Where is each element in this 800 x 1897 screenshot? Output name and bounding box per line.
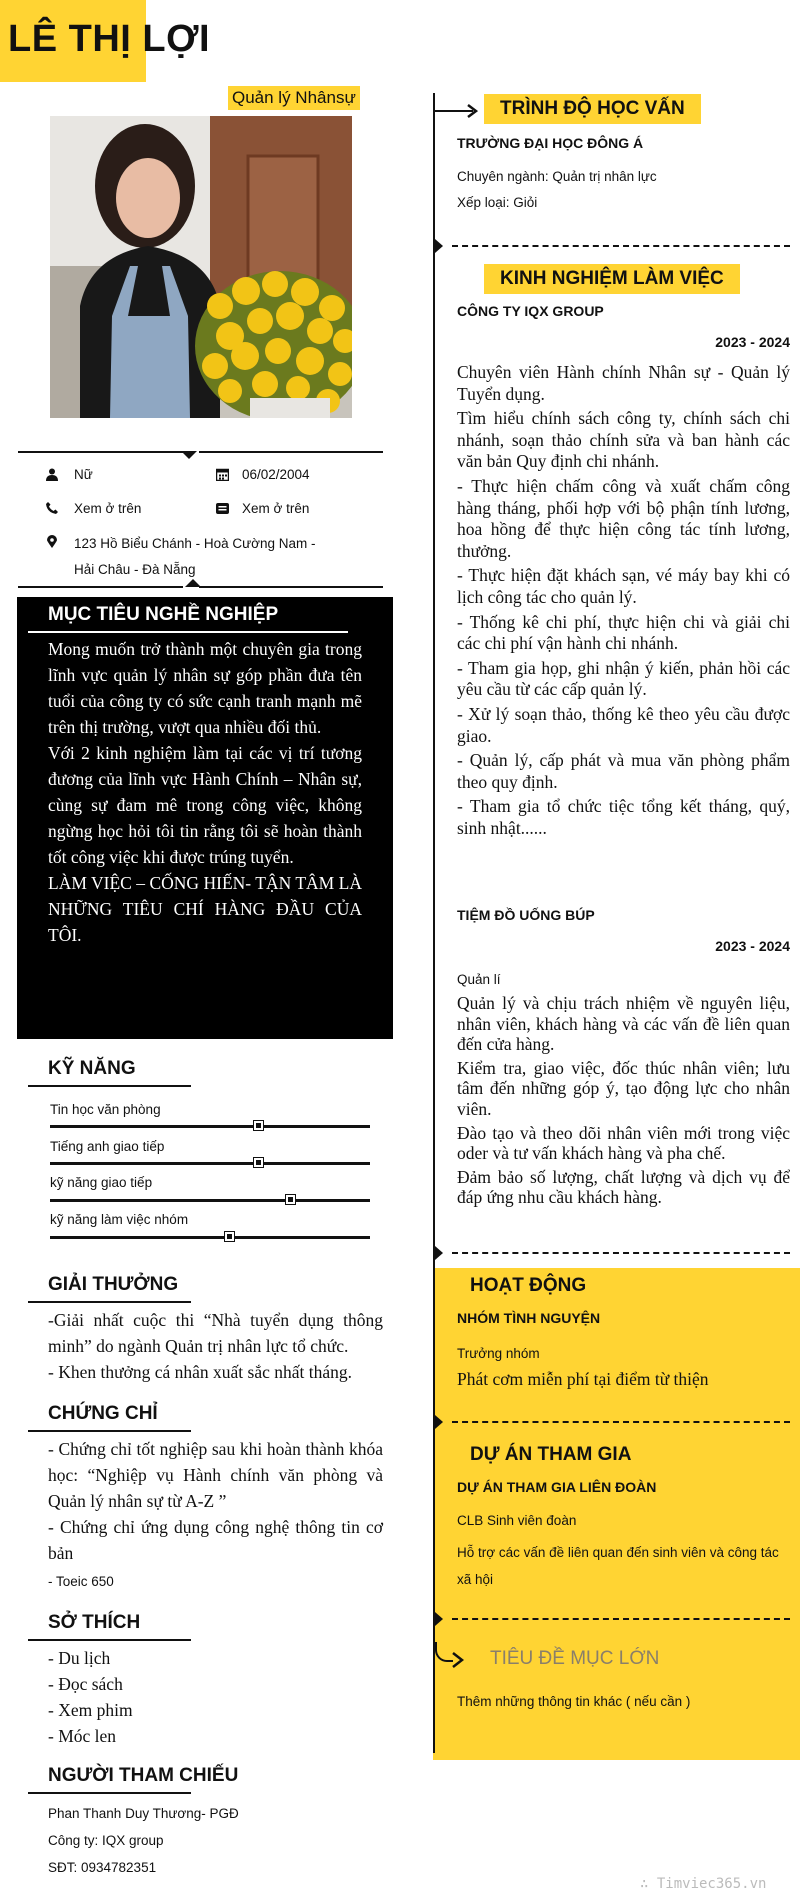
watermark-icon: ∴	[640, 1876, 657, 1892]
objective-underline	[28, 631, 348, 633]
arrow-right-icon	[451, 1652, 464, 1673]
project-desc: Hỗ trợ các vấn đề liên quan đến sinh viên và công tác xã hội	[457, 1545, 779, 1587]
skill-label: kỹ năng làm việc nhóm	[50, 1212, 189, 1227]
job-description	[457, 362, 790, 842]
reference-name: Phan Thanh Duy Thương- PGĐ	[48, 1806, 239, 1821]
job-years: 2023 - 2024	[715, 334, 790, 350]
other-desc: Thêm những thông tin khác ( nếu cần )	[457, 1694, 691, 1709]
job-line: Chuyên viên Hành chính Nhân sự - Quản lý Tuyển dụng.	[457, 362, 790, 404]
calendar-icon	[214, 466, 230, 482]
section-divider	[452, 1421, 790, 1423]
location-icon	[44, 533, 60, 549]
arrow-right-icon	[466, 104, 478, 123]
skills-title: KỸ NĂNG	[48, 1058, 136, 1079]
education-grade: Xếp loại: Giỏi	[457, 195, 538, 210]
reference-phone: SĐT: 0934782351	[48, 1860, 157, 1875]
job-company: CÔNG TY IQX GROUP	[457, 303, 604, 319]
email-value: Xem ở trên	[242, 501, 310, 516]
skill-label: Tin học văn phòng	[50, 1102, 161, 1117]
info-rule-bottom-left	[18, 586, 183, 588]
certificate-item: - Chứng chỉ ứng dụng công nghệ thông tin cơ bản	[48, 1517, 383, 1563]
skill-level-knob	[253, 1120, 264, 1131]
section-divider	[452, 1618, 790, 1620]
timeline-marker	[435, 239, 443, 253]
education-title: TRÌNH ĐỘ HỌC VẤN	[484, 94, 701, 124]
skill-bar	[50, 1162, 370, 1165]
skill-level-knob	[253, 1157, 264, 1168]
skills-underline	[28, 1085, 191, 1087]
activity-role: Trưởng nhóm	[457, 1346, 540, 1361]
job-line: - Thực hiện chấm công và xuất chấm công hàng tháng, phối hợp với bộ phận tính lương, hoa hồng để thực hiện công tác tính lương, thưởng.	[457, 475, 790, 561]
job-line: - Tham gia tổ chức tiệc tổng kết tháng, quý, sinh nhật......	[457, 796, 790, 838]
projects-title: DỰ ÁN THAM GIA	[470, 1444, 632, 1465]
timeline-marker	[435, 1246, 443, 1260]
skill-level-knob	[285, 1194, 296, 1205]
section-divider	[452, 1252, 790, 1254]
objective-paragraph: Mong muốn trở thành một chuyên gia trong lĩnh vực quản lý nhân sự góp phần đưa tên tuổi của công ty có sức cạnh tranh mạnh mẽ trên thị trường, vượt qua nhiều đối thủ.	[48, 639, 362, 737]
experience-title: KINH NGHIỆM LÀM VIỆC	[484, 264, 740, 294]
project-org: CLB Sinh viên đoàn	[457, 1513, 577, 1528]
reference-company: Công ty: IQX group	[48, 1833, 164, 1848]
job-line: - Tham gia họp, ghi nhận ý kiến, phản hồi các yêu cầu từ các cấp quản lý.	[457, 657, 790, 700]
timeline-line	[433, 93, 435, 1753]
job-line: - Thực hiện đặt khách sạn, vé máy bay khi có lịch công tác cho quản lý.	[457, 565, 790, 607]
activity-desc: Phát cơm miễn phí tại điểm từ thiện	[457, 1369, 709, 1389]
job-line: Kiểm tra, giao việc, đốc thúc nhân viên; lưu tâm đến những góp ý, tạo động lực cho nhân viên.	[457, 1057, 790, 1119]
job-line: Quản lý và chịu trách nhiệm về nguyên liệu, nhân viên, khách hàng và các vấn đề liên quan đến cửa hàng.	[457, 993, 790, 1055]
certificates-list	[48, 1436, 383, 1566]
job-years: 2023 - 2024	[715, 938, 790, 954]
job-line: - Thống kê chi phí, thực hiện chi và giải chi các chi phí vận hành chi nhánh.	[457, 611, 790, 654]
job-line: Đảm bảo số lượng, chất lượng và dịch vụ để đáp ứng nhu cầu khách hàng.	[457, 1166, 790, 1208]
address-line2: Hải Châu - Đà Nẵng	[74, 562, 196, 577]
project-name: DỰ ÁN THAM GIA LIÊN ĐOÀN	[457, 1479, 657, 1495]
certificate-item: - Chứng chỉ tốt nghiệp sau khi hoàn thành khóa học: “Nghiệp vụ Hành chính văn phòng và Quản lý nhân sự từ A-Z ”	[48, 1439, 383, 1511]
info-rule-top-right	[199, 451, 383, 453]
watermark	[640, 1876, 766, 1892]
hobbies-list	[48, 1645, 383, 1749]
objective-title: MỤC TIÊU NGHỀ NGHIỆP	[48, 604, 279, 625]
timeline-marker	[435, 1612, 443, 1626]
objective-paragraph: Với 2 kinh nghiệm làm tại các vị trí tương đương của lĩnh vực Hành Chính – Nhân sự, cùng sự đam mê trong công việc, không ngừng học hỏi tôi tin rằng tôi sẽ hoàn thành tốt công việc khi được trúng tuyển.	[48, 743, 362, 867]
awards-title: GIẢI THƯỞNG	[48, 1274, 179, 1295]
dob-value: 06/02/2004	[242, 467, 310, 482]
certificates-title: CHỨNG CHỈ	[48, 1403, 158, 1424]
objective-paragraph: LÀM VIỆC – CỐNG HIẾN- TẬN TÂM LÀ NHỮNG TIÊU CHÍ HÀNG ĐẦU CỦA TÔI.	[48, 873, 362, 945]
job-line: - Xử lý soạn thảo, thống kê theo yêu cầu được giao.	[457, 703, 790, 746]
job-role: Quản lí	[457, 972, 501, 987]
phone-icon	[44, 500, 60, 516]
email-icon	[214, 500, 230, 516]
candidate-name: LÊ THỊ LỢI	[8, 18, 211, 60]
award-item: -Giải nhất cuộc thi “Nhà tuyển dụng thông minh” do ngành Quản trị nhân lực tổ chức.	[48, 1310, 383, 1356]
job-line: Đào tạo và theo dõi nhân viên mới trong việc oder và tư vấn khách hàng và pha chế.	[457, 1122, 790, 1164]
gender-value: Nữ	[74, 467, 93, 482]
activity-org: NHÓM TÌNH NGUYỆN	[457, 1310, 601, 1326]
timeline-marker	[435, 1415, 443, 1429]
reference-underline	[28, 1792, 191, 1794]
info-triangle-down	[181, 451, 197, 459]
profile-photo	[50, 116, 352, 418]
watermark-text: Timviec365.vn	[656, 1876, 767, 1892]
reference-title: NGƯỜI THAM CHIẾU	[48, 1765, 239, 1786]
activities-title: HOẠT ĐỘNG	[470, 1275, 587, 1296]
address-line1: 123 Hồ Biểu Chánh - Hoà Cường Nam -	[74, 536, 316, 551]
certificate-toeic: - Toeic 650	[48, 1574, 114, 1589]
awards-list	[48, 1307, 383, 1385]
skill-bar	[50, 1199, 370, 1202]
hobby-item: - Đọc sách	[48, 1674, 123, 1694]
phone-value: Xem ở trên	[74, 501, 142, 516]
hobby-item: - Móc len	[48, 1726, 117, 1746]
skill-bar	[50, 1236, 370, 1239]
info-rule-top-left	[18, 451, 183, 453]
job-line: Tìm hiểu chính sách công ty, chính sách chi nhánh, soạn thảo chính sửa và ban hành các văn bản Quy định chi nhánh.	[457, 408, 790, 472]
section-divider	[452, 245, 790, 247]
award-item: - Khen thưởng cá nhân xuất sắc nhất tháng.	[48, 1362, 352, 1382]
job-title: Quản lý Nhânsự	[228, 86, 360, 110]
info-rule-bottom-right	[199, 586, 383, 588]
education-school: TRƯỜNG ĐẠI HỌC ĐÔNG Á	[457, 135, 644, 151]
job-line: - Quản lý, cấp phát và mua văn phòng phẩm theo quy định.	[457, 750, 790, 792]
certificates-underline	[28, 1430, 191, 1432]
hobby-item: - Du lịch	[48, 1648, 111, 1668]
skill-label: Tiếng anh giao tiếp	[50, 1139, 165, 1154]
hobbies-title: SỞ THÍCH	[48, 1612, 141, 1633]
objective-text	[48, 636, 362, 948]
skill-level-knob	[224, 1231, 235, 1242]
skill-label: kỹ năng giao tiếp	[50, 1175, 153, 1190]
skill-bar	[50, 1125, 370, 1128]
job-description	[457, 993, 790, 1211]
job-company: TIỆM ĐỒ UỐNG BÚP	[457, 907, 595, 923]
hobby-item: - Xem phim	[48, 1700, 133, 1720]
other-title: TIÊU ĐỀ MỤC LỚN	[490, 1648, 660, 1669]
education-major: Chuyên ngành: Quản trị nhân lực	[457, 169, 657, 184]
user-icon	[44, 466, 60, 482]
awards-underline	[28, 1301, 191, 1303]
hobbies-underline	[28, 1639, 191, 1641]
